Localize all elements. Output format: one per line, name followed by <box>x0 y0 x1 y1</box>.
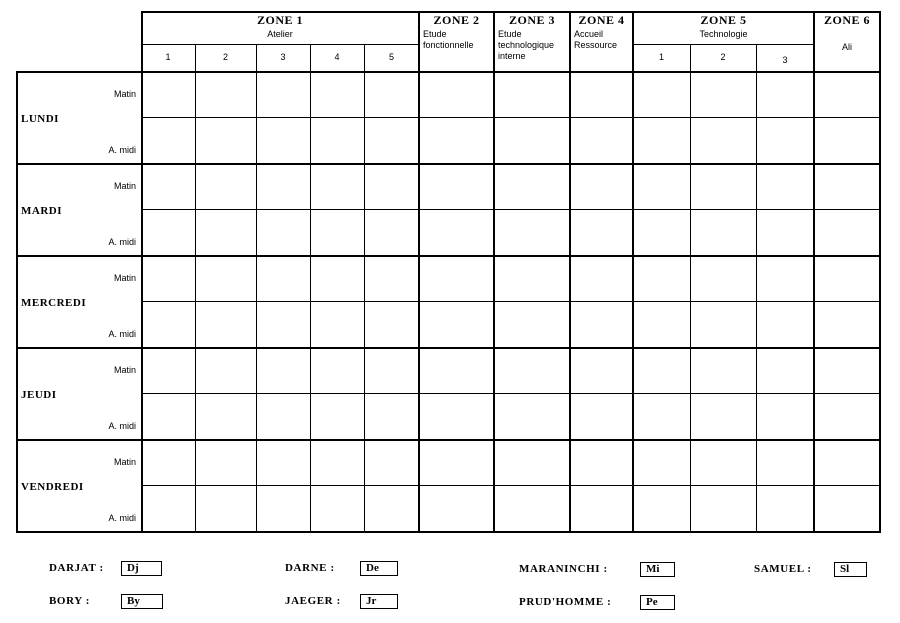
half-day-line <box>141 117 880 118</box>
legend-person-name: JAEGER : <box>285 595 341 607</box>
zone-subtitle: Etude fonctionnelle <box>423 29 474 50</box>
day-separator <box>16 163 881 165</box>
column-number: 3 <box>782 55 788 65</box>
column-number: 2 <box>222 52 228 62</box>
zone-title: ZONE 3 <box>508 13 555 27</box>
zone-title: ZONE 2 <box>433 13 480 27</box>
legend-person-name: PRUD'HOMME : <box>519 596 612 608</box>
half-day-line <box>141 393 880 394</box>
afternoon-label: A. midi <box>108 513 136 523</box>
grid-border-bottom <box>16 531 881 533</box>
grid-header-left <box>141 11 143 533</box>
column-number: 1 <box>165 52 171 62</box>
zone-subtitle: Accueil Ressource <box>574 29 618 50</box>
half-day-line <box>141 485 880 486</box>
half-day-line <box>141 209 880 210</box>
legend-person-name: BORY : <box>49 595 90 607</box>
zone-title: ZONE 5 <box>700 13 747 27</box>
legend-person-name: DARNE : <box>285 562 335 574</box>
morning-label: Matin <box>113 89 136 99</box>
day-name: JEUDI <box>21 389 57 401</box>
legend-code-box: Mi <box>640 562 675 577</box>
column-number: 5 <box>388 52 394 62</box>
morning-label: Matin <box>113 365 136 375</box>
morning-label: Matin <box>113 181 136 191</box>
zone-separator <box>632 11 634 533</box>
half-day-line <box>141 301 880 302</box>
column-number: 4 <box>334 52 340 62</box>
afternoon-label: A. midi <box>108 237 136 247</box>
legend-code-box: Jr <box>360 594 398 609</box>
day-name: LUNDI <box>21 113 59 125</box>
afternoon-label: A. midi <box>108 329 136 339</box>
zone-title: ZONE 1 <box>256 13 303 27</box>
zone-subtitle: Technologie <box>699 29 748 39</box>
zone-subtitle: Ali <box>841 42 852 52</box>
zone-subtitle: Atelier <box>267 29 293 39</box>
column-number: 2 <box>720 52 726 62</box>
day-separator <box>16 255 881 257</box>
day-name: MERCREDI <box>21 297 87 309</box>
afternoon-label: A. midi <box>108 421 136 431</box>
legend-code-box: Pe <box>640 595 675 610</box>
zone-title: ZONE 4 <box>578 13 625 27</box>
day-name: VENDREDI <box>21 481 84 493</box>
morning-label: Matin <box>113 273 136 283</box>
day-separator <box>16 347 881 349</box>
legend-code-box: Sl <box>834 562 867 577</box>
legend-person-name: MARANINCHI : <box>519 563 608 575</box>
zone-separator <box>813 11 815 533</box>
grid-border-right <box>879 11 881 533</box>
zone-separator <box>569 11 571 533</box>
zone-separator <box>418 11 420 533</box>
legend-person-name: DARJAT : <box>49 562 104 574</box>
grid-border-left <box>16 71 18 533</box>
legend-code-box: By <box>121 594 163 609</box>
day-name: MARDI <box>21 205 62 217</box>
zone5-subheader-rule <box>633 44 814 45</box>
zone-subtitle: Etude technologique interne <box>498 29 555 61</box>
legend-code-box: Dj <box>121 561 162 576</box>
column-number: 1 <box>658 52 664 62</box>
morning-label: Matin <box>113 457 136 467</box>
zone1-subheader-rule <box>141 44 419 45</box>
zone-title: ZONE 6 <box>823 13 870 27</box>
column-number: 3 <box>280 52 286 62</box>
afternoon-label: A. midi <box>108 145 136 155</box>
legend-code-box: De <box>360 561 398 576</box>
zone-separator <box>493 11 495 533</box>
header-bottom-rule <box>16 71 881 73</box>
legend-person-name: SAMUEL : <box>754 563 812 575</box>
day-separator <box>16 439 881 441</box>
